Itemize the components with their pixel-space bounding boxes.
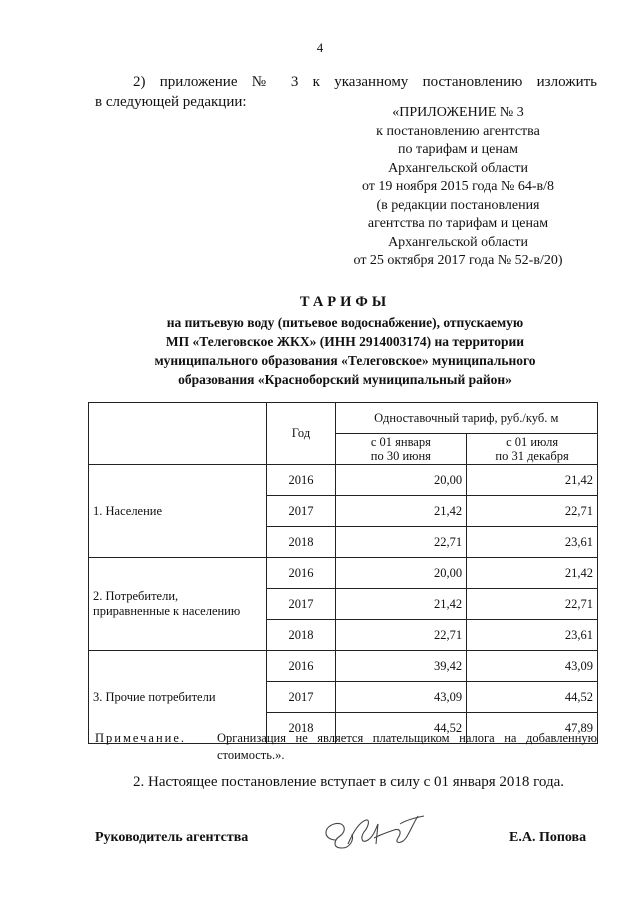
period-2-to: по 31 декабря bbox=[495, 449, 569, 463]
year-cell: 2017 bbox=[267, 682, 335, 713]
table-row bbox=[89, 465, 598, 496]
tariff-h1-cell: 43,09 bbox=[335, 682, 467, 713]
year-cell: 2018 bbox=[267, 527, 335, 558]
category-label: 1. Население bbox=[93, 503, 163, 518]
year-cell: 2018 bbox=[267, 713, 335, 744]
year-cell: 2016 bbox=[267, 651, 335, 682]
appendix-header bbox=[338, 104, 578, 271]
title-line: образования «Красноборский муниципальный район» bbox=[178, 372, 512, 387]
signatory-role: Руководитель агентства bbox=[95, 830, 249, 845]
appendix-line: Архангельской области bbox=[388, 234, 528, 250]
tariff-h2-cell: 22,71 bbox=[467, 496, 598, 527]
title-line: муниципального образования «Телеговское» муниципального bbox=[154, 353, 536, 368]
intro-line-2: в следующей редакции: bbox=[95, 94, 247, 110]
tariffs-heading: ТАРИФЫ bbox=[299, 294, 391, 310]
signatory-name: Е.А. Попова bbox=[509, 830, 587, 845]
appendix-line: к постановлению агентства bbox=[376, 123, 540, 139]
tariff-h2-cell: 23,61 bbox=[467, 527, 598, 558]
period-header-1 bbox=[335, 434, 467, 465]
tariff-h1-cell: 39,42 bbox=[335, 651, 467, 682]
appendix-line: от 19 ноября 2015 года № 64-в/8 bbox=[361, 179, 554, 194]
title-line: МП «Телеговское ЖКХ» (ИНН 2914003174) на территории bbox=[165, 334, 525, 349]
period-2-from: с 01 июля bbox=[506, 435, 559, 449]
tariff-h1-cell: 20,00 bbox=[335, 465, 467, 496]
handwritten-signature bbox=[314, 810, 432, 858]
tariff-h2-cell: 23,61 bbox=[467, 620, 598, 651]
category-label: 2. Потребители, bbox=[93, 589, 179, 603]
tariff-h2-cell: 47,89 bbox=[467, 713, 598, 744]
tariff-h1-cell: 21,42 bbox=[335, 589, 467, 620]
period-1-from: с 01 января bbox=[370, 435, 431, 449]
tariff-h2-cell: 22,71 bbox=[467, 589, 598, 620]
note-label: Примечание. bbox=[95, 731, 187, 745]
tariff-h2-cell: 21,42 bbox=[467, 558, 598, 589]
appendix-line: (в редакции постановления bbox=[376, 197, 540, 213]
note-text: Организация не является плательщиком налога на добавленную стоимость.». bbox=[217, 731, 597, 762]
year-cell: 2018 bbox=[267, 620, 335, 651]
category-label: 3. Прочие потребители bbox=[93, 689, 216, 704]
table-header-empty bbox=[89, 403, 267, 465]
table-row bbox=[89, 651, 598, 682]
appendix-line: агентства по тарифам и ценам bbox=[367, 216, 549, 231]
year-cell: 2016 bbox=[267, 465, 335, 496]
period-1-to: по 30 июня bbox=[370, 449, 431, 463]
year-header: Год bbox=[267, 403, 335, 465]
tariff-h1-cell: 44,52 bbox=[335, 713, 467, 744]
page-number: 4 bbox=[316, 40, 324, 55]
appendix-line: Архангельской области bbox=[388, 160, 528, 176]
tariffs-table bbox=[88, 402, 598, 744]
tariff-h1-cell: 20,00 bbox=[335, 558, 467, 589]
appendix-line: по тарифам и ценам bbox=[398, 142, 518, 157]
year-cell: 2016 bbox=[267, 558, 335, 589]
tariff-h2-cell: 43,09 bbox=[467, 651, 598, 682]
tariff-h1-cell: 22,71 bbox=[335, 527, 467, 558]
table-row bbox=[89, 558, 598, 589]
appendix-line: «ПРИЛОЖЕНИЕ № 3 bbox=[392, 105, 524, 120]
period-header-2 bbox=[467, 434, 598, 465]
category-label: приравненные к населению bbox=[93, 604, 241, 618]
tariff-h1-cell: 21,42 bbox=[335, 496, 467, 527]
tariff-h1-cell: 22,71 bbox=[335, 620, 467, 651]
intro-line-1: 2) приложение № 3 к указанному постановлению изложить bbox=[133, 74, 597, 90]
category-cell bbox=[89, 465, 267, 558]
category-cell bbox=[89, 558, 267, 651]
year-cell: 2017 bbox=[267, 589, 335, 620]
tariffs-title bbox=[100, 313, 590, 389]
appendix-line: от 25 октября 2017 года № 52-в/20) bbox=[353, 253, 563, 268]
year-cell: 2017 bbox=[267, 496, 335, 527]
tariff-header: Одноставочный тариф, руб./куб. м bbox=[335, 403, 597, 434]
tariff-h2-cell: 21,42 bbox=[467, 465, 598, 496]
tariff-h2-cell: 44,52 bbox=[467, 682, 598, 713]
title-line: на питьевую воду (питьевое водоснабжение), отпускаемую bbox=[166, 315, 524, 330]
effective-date-paragraph: 2. Настоящее постановление вступает в силу с 01 января 2018 года. bbox=[133, 774, 565, 790]
